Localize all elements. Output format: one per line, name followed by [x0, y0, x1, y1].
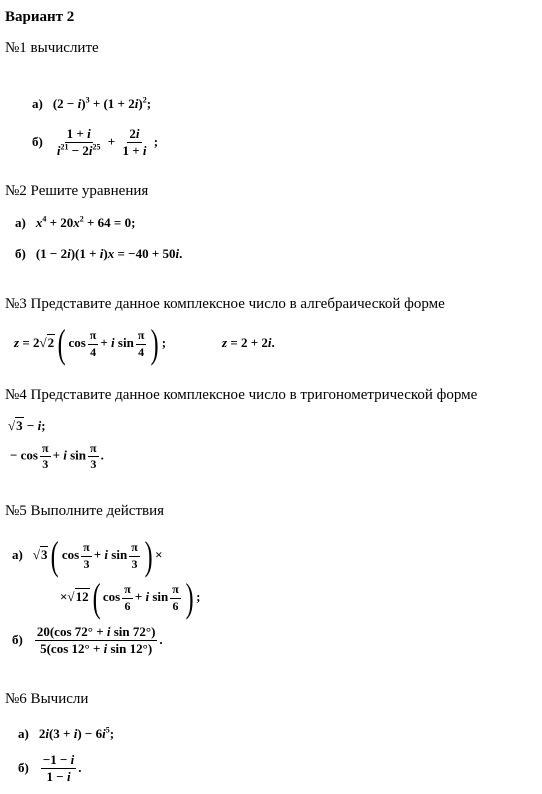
task-5a-label: а)	[12, 546, 23, 562]
task-5a-line1: а) √3( cos $\frac{\pi}{3}$ + i sin $\frac{\pi}{3}$ ) ×	[12, 533, 163, 578]
task-1a-label: а)	[32, 96, 43, 111]
task-2a-label: а)	[15, 215, 26, 230]
task-6b-label: б)	[18, 759, 29, 775]
task-4-2: − cos $\frac{\pi}{3}$ + i sin $\frac{\pi}{3}$ .	[10, 441, 104, 472]
task-4-1: √3 − i;	[8, 418, 46, 433]
task-3-z1: z = 2√2( cos $\frac{\pi}{4}$ + i sin $\frac{\pi}{4}$ ) ;	[14, 321, 167, 366]
task-1a: а) $(2 - i)^3 + (1 + 2i)^2$;	[32, 95, 152, 111]
section-5-heading: №5 Выполните действия	[5, 503, 165, 519]
task-6b: б) $\frac{-1 - i}{1 - i}$ .	[18, 752, 82, 785]
section-6-heading: №6 Вычисли	[5, 691, 89, 707]
section-3-heading: №3 Представите данное комплексное число в алгебраической форме	[5, 296, 445, 312]
task-3-z2: z = 2 + 2i.	[222, 335, 275, 350]
section-4-heading: №4 Представите данное комплексное число в тригонометрической форме	[5, 387, 478, 403]
task-5a-line2: ×√12( cos $\frac{\pi}{6}$ + i sin $\frac{\pi}{6}$ ) ;	[60, 575, 201, 620]
task-6a-label: а)	[18, 726, 29, 741]
task-1b: б) $\frac{1 + i}{i^{21} - 2i^{25}}$ + $\frac{2i}{1 + i}$ ;	[32, 126, 159, 159]
task-2b-label: б)	[15, 246, 26, 261]
task-5b-label: б)	[12, 631, 23, 647]
task-2a: а) $x^4 + 20x^2 + 64 = 0$;	[15, 214, 136, 230]
task-2b: б) (1 − 2i)(1 + i)x = −40 + 50i.	[15, 246, 183, 261]
variant-title: Вариант 2	[5, 9, 75, 25]
section-2-heading: №2 Решите уравнения	[5, 183, 149, 199]
task-5b: б) $\frac{\text{20(cos 72° + i sin 72°)}}{\text{5(cos 12° + i sin 12°)}}$ .	[12, 624, 163, 657]
task-6a: а) $2i(3 + i) - 6i^5$;	[18, 725, 115, 741]
section-1-heading: №1 вычислите	[5, 40, 99, 56]
task-1b-label: б)	[32, 133, 43, 149]
